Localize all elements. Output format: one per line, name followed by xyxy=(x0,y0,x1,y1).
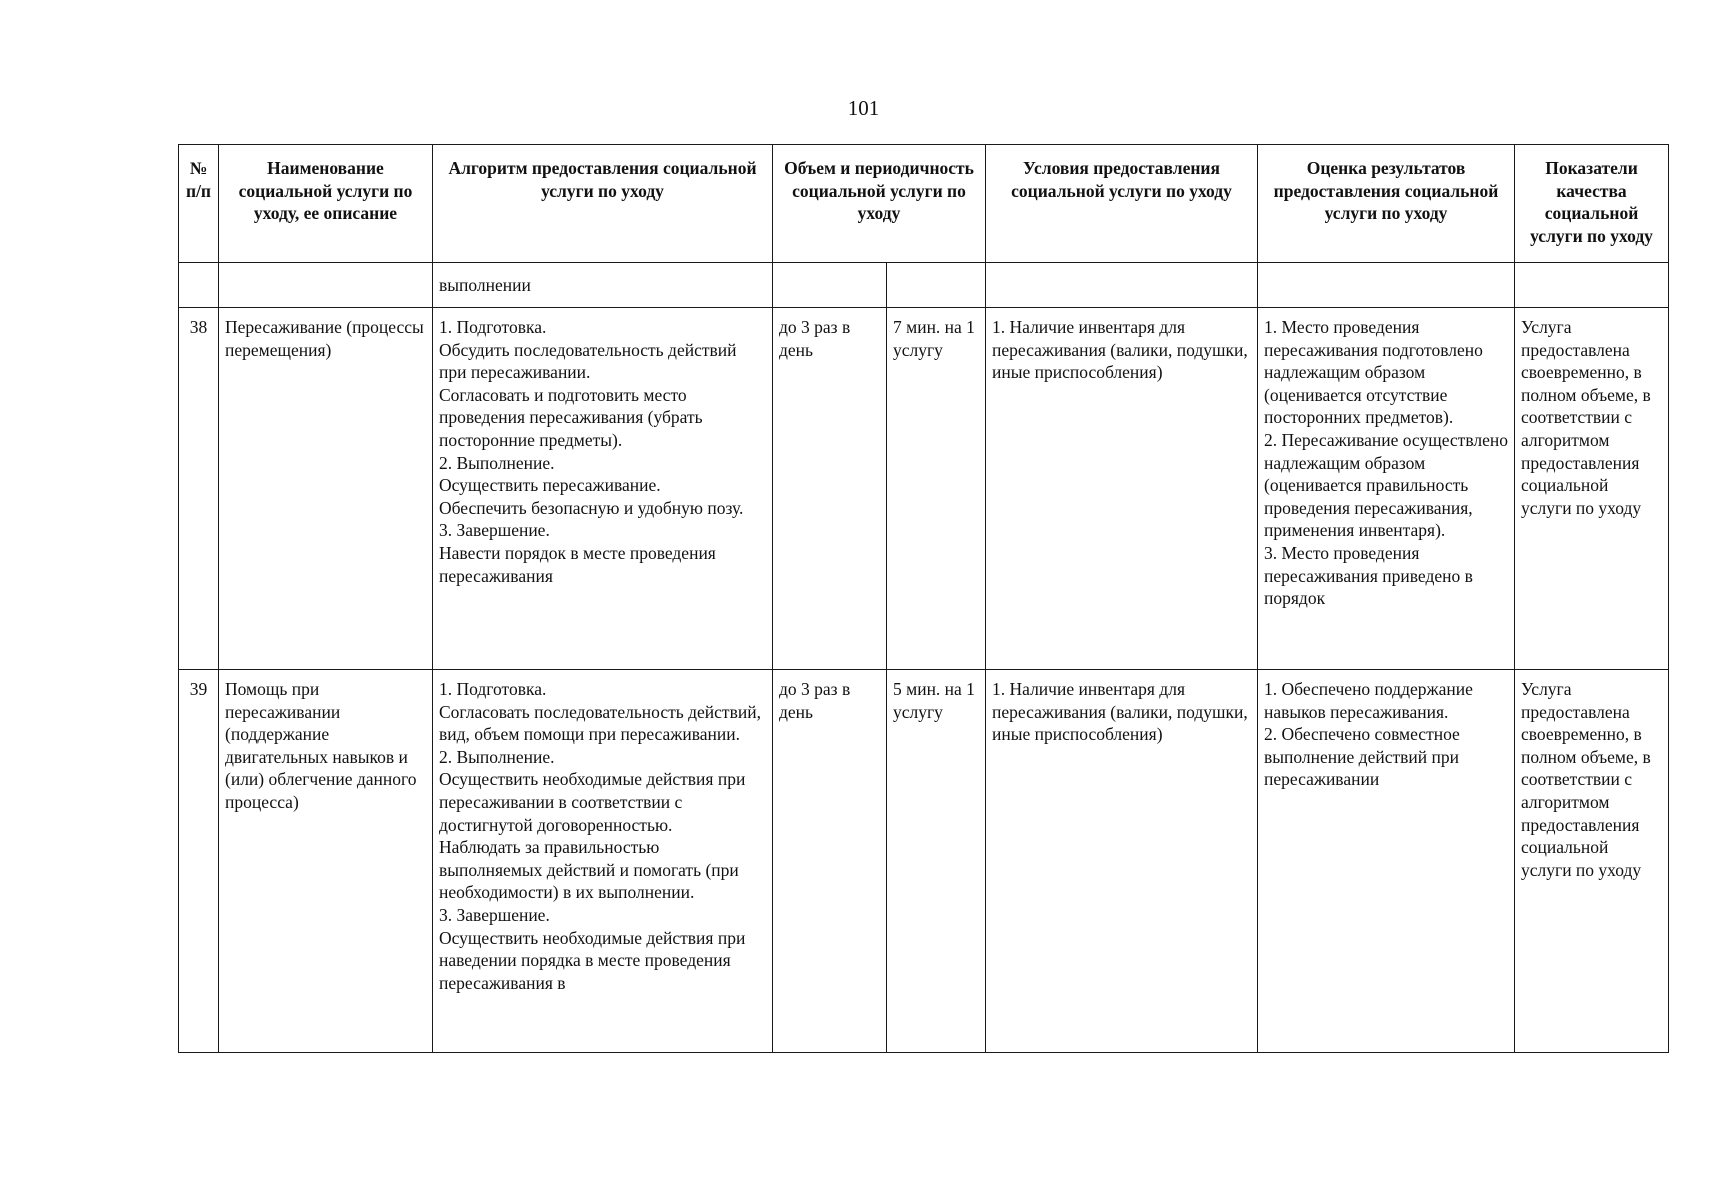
cell-conditions: 1. Наличие инвентаря для пересаживания (валики, подушки, иные приспособления) xyxy=(986,308,1258,670)
cell-frequency: до 3 раз в день xyxy=(773,670,887,1053)
cell-evaluation xyxy=(1258,263,1515,308)
page-number: 101 xyxy=(847,96,880,120)
header-number: № п/п xyxy=(179,145,219,263)
table-row-continuation xyxy=(179,263,1669,308)
header-quality: Показатели качества социальной услуги по уходу xyxy=(1515,145,1669,263)
cell-number: 39 xyxy=(179,670,219,1053)
cell-conditions: 1. Наличие инвентаря для пересаживания (валики, подушки, иные приспособления) xyxy=(986,670,1258,1053)
cell-service-name: Помощь при пересаживании (поддержание двигательных навыков и (или) облегчение данного процесса) xyxy=(219,670,433,1053)
cell-quality xyxy=(1515,263,1669,308)
cell-number: 38 xyxy=(179,308,219,670)
cell-frequency xyxy=(773,263,887,308)
table-row xyxy=(179,308,1669,670)
table-row xyxy=(179,670,1669,1053)
cell-quality: Услуга предоставлена своевременно, в полном объеме, в соответствии с алгоритмом предоставления социальной услуги по уходу xyxy=(1515,670,1669,1053)
cell-algorithm: выполнении xyxy=(433,263,773,308)
cell-evaluation: 1. Место проведения пересаживания подготовлено надлежащим образом (оценивается отсутствие посторонних предметов). 2. Пересаживание осуществлено надлежащим образом (оценивается правильность проведения пересаживания, применения инвентаря). 3. Место проведения пересаживания приведено в порядок xyxy=(1258,308,1515,670)
header-service-name: Наименование социальной услуги по уходу, ее описание xyxy=(219,145,433,263)
cell-service-name: Пересаживание (процессы перемещения) xyxy=(219,308,433,670)
header-conditions: Условия предоставления социальной услуги по уходу xyxy=(986,145,1258,263)
table-header xyxy=(179,145,1669,263)
cell-algorithm: 1. Подготовка. Согласовать последовательность действий, вид, объем помощи при пересаживании. 2. Выполнение. Осуществить необходимые действия при пересаживании в соответствии с достигнутой договоренностью. Наблюдать за правильностью выполняемых действий и помогать (при необходимости) в их выполнении. 3. Завершение. Осуществить необходимые действия при наведении порядка в месте проведения пересаживания в xyxy=(433,670,773,1053)
cell-evaluation: 1. Обеспечено поддержание навыков пересаживания. 2. Обеспечено совместное выполнение действий при пересаживании xyxy=(1258,670,1515,1053)
cell-volume: 5 мин. на 1 услугу xyxy=(887,670,986,1053)
header-algorithm: Алгоритм предоставления социальной услуги по уходу xyxy=(433,145,773,263)
cell-volume xyxy=(887,263,986,308)
cell-conditions xyxy=(986,263,1258,308)
cell-algorithm: 1. Подготовка. Обсудить последовательность действий при пересаживании. Согласовать и подготовить место проведения пересаживания (убрать посторонние предметы). 2. Выполнение. Осуществить пересаживание. Обеспечить безопасную и удобную позу. 3. Завершение. Навести порядок в месте проведения пересаживания xyxy=(433,308,773,670)
services-table xyxy=(178,144,1669,1053)
cell-service-name xyxy=(219,263,433,308)
cell-frequency: до 3 раз в день xyxy=(773,308,887,670)
header-volume: Объем и периодичность социальной услуги по уходу xyxy=(773,145,986,263)
cell-volume: 7 мин. на 1 услугу xyxy=(887,308,986,670)
cell-quality: Услуга предоставлена своевременно, в полном объеме, в соответствии с алгоритмом предоставления социальной услуги по уходу xyxy=(1515,308,1669,670)
cell-number xyxy=(179,263,219,308)
header-evaluation: Оценка результатов предоставления социальной услуги по уходу xyxy=(1258,145,1515,263)
